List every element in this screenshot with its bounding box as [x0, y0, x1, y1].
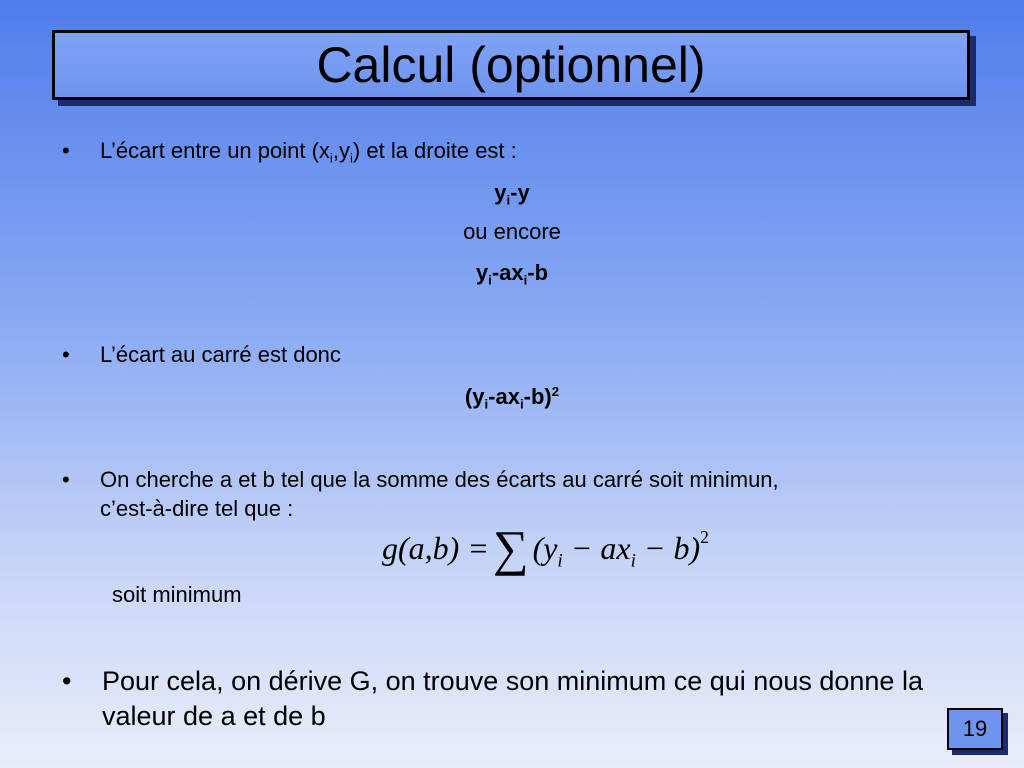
sigma-symbol: ∑: [492, 520, 529, 576]
text-line: On cherche a et b tel que la somme des écarts au carré soit minimun,: [100, 467, 779, 492]
slide-title: Calcul (optionnel): [316, 37, 706, 93]
subscript: i: [329, 150, 333, 166]
text-soit-minimum: soit minimum: [112, 582, 242, 607]
bullet-text: [100, 466, 779, 523]
text-part: L’écart entre un point (x: [100, 138, 330, 163]
subscript: i: [557, 550, 563, 572]
text-ou-encore: ou encore: [463, 219, 561, 244]
bullet-dot: •: [62, 467, 70, 492]
text-part: -b: [527, 260, 549, 285]
formula-rhs: [532, 526, 709, 572]
subscript: i: [630, 550, 636, 572]
subscript: i: [519, 396, 524, 412]
bullet-text: [100, 137, 517, 166]
text-part: − ax: [562, 529, 631, 566]
expression-square: [0, 384, 1024, 412]
title-box: [52, 30, 970, 100]
subscript: i: [523, 272, 528, 288]
text-part: (y: [532, 529, 558, 566]
subscript: i: [506, 192, 511, 208]
bullet-dot: •: [62, 666, 72, 696]
text-part: -y: [510, 180, 530, 205]
subscript: i: [484, 396, 489, 412]
subscript: i: [349, 150, 353, 166]
text-part: (y: [464, 384, 485, 409]
formula-g-ab: [382, 518, 709, 578]
page-number: 19: [947, 708, 1003, 750]
text-line: c’est-à-dire tel que :: [100, 495, 294, 521]
text-part: y: [475, 260, 489, 285]
text-part: -ax: [491, 260, 524, 285]
bullet-dot: •: [62, 138, 70, 163]
subscript: i: [488, 272, 492, 288]
bullet-text: Pour cela, on dérive G, on trouve son minimum ce qui nous donne la valeur de a et de b: [102, 666, 923, 732]
text-part: y: [494, 180, 507, 205]
text-part: -ax: [488, 384, 520, 409]
text-part: ,y: [332, 138, 350, 163]
formula-lhs: g(a,b) =: [382, 529, 489, 566]
superscript: 2: [700, 526, 709, 547]
superscript: 2: [551, 384, 560, 400]
bullet-dot: •: [62, 342, 70, 367]
text-part: − b): [635, 529, 701, 566]
expression-yi-y: [0, 180, 1024, 208]
expression-yi-axi-b: [0, 260, 1024, 288]
text-part: ) et la droite est :: [352, 138, 517, 163]
text-part: -b): [523, 384, 552, 409]
bullet-text: L’écart au carré est donc: [100, 342, 341, 367]
